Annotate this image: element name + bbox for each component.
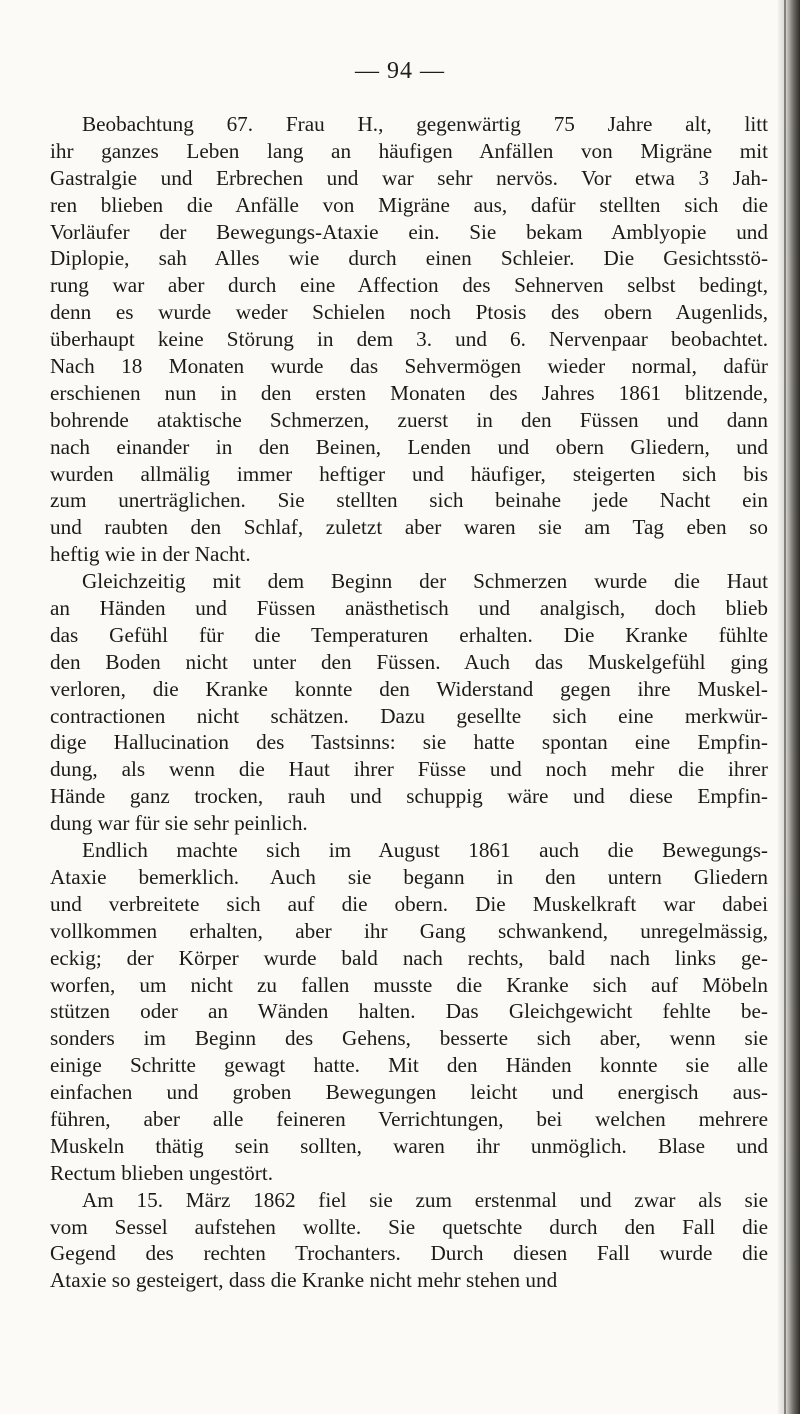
text-line: bohrende ataktische Schmerzen, zuerst in den Füssen und dann [50,407,768,432]
page-number: — 94 — [355,58,445,84]
text-line: rung war aber durch eine Affection des Sehnerven selbst bedingt, [50,273,768,298]
text-line: vollkommen erhalten, aber ihr Gang schwankend, unregelmässig, [50,918,768,943]
text-line: Diplopie, sah Alles wie durch einen Schleier. Die Gesichtsstö- [50,246,768,271]
text-line: dung, als wenn die Haut ihrer Füsse und noch mehr die ihrer [50,757,768,782]
text-line: an Händen und Füssen anästhetisch und analgisch, doch blieb [50,596,768,621]
text-line: zum unerträglichen. Sie stellten sich beinahe jede Nacht ein [50,488,768,513]
text-line: nach einander in den Beinen, Lenden und obern Gliedern, und [50,434,768,459]
text-line: dung war für sie sehr peinlich. [50,811,308,836]
text-line: Endlich machte sich im August 1861 auch die Bewegungs- [82,838,768,863]
text-line: führen, aber alle feineren Verrichtungen, bei welchen mehrere [50,1106,768,1131]
text-line: contractionen nicht schätzen. Dazu gesellte sich eine merkwür- [50,703,768,728]
text-line: Hände ganz trocken, rauh und schuppig wäre und diese Empfin- [50,784,768,809]
text-line: Ataxie so gesteigert, dass die Kranke nicht mehr stehen und [50,1268,558,1293]
text-line: Beobachtung 67. Frau H., gegenwärtig 75 Jahre alt, litt [82,112,768,136]
text-line: Gastralgie und Erbrechen und war sehr nervös. Vor etwa 3 Jah- [50,165,768,190]
text-line: und verbreitete sich auf die obern. Die Muskelkraft war dabei [50,891,768,916]
text-line: einige Schritte gewagt hatte. Mit den Händen konnte sie alle [50,1053,768,1078]
text-line: erschienen nun in den ersten Monaten des Jahres 1861 blitzende, [50,380,768,405]
text-line: Nach 18 Monaten wurde das Sehvermögen wieder normal, dafür [50,354,768,379]
text-line: vom Sessel aufstehen wollte. Sie quetschte durch den Fall die [50,1214,768,1239]
text-line: worfen, um nicht zu fallen musste die Kranke sich auf Möbeln [50,972,768,997]
text-line: heftig wie in der Nacht. [50,542,251,567]
text-line: Am 15. März 1862 fiel sie zum erstenmal und zwar als sie [82,1187,768,1212]
text-line: ihr ganzes Leben lang an häufigen Anfällen von Migräne mit [50,138,768,163]
text-line: eckig; der Körper wurde bald nach rechts, bald nach links ge- [50,945,768,970]
text-line: dige Hallucination des Tastsinns: sie hatte spontan eine Empfin- [50,730,768,755]
text-line: sonders im Beginn des Gehens, besserte sich aber, wenn sie [50,1026,768,1051]
text-line: Gegend des rechten Trochanters. Durch diesen Fall wurde die [50,1241,768,1266]
body-text [50,111,768,1294]
text-line: den Boden nicht unter den Füssen. Auch das Muskelgefühl ging [50,649,768,674]
text-line: einfachen und groben Bewegungen leicht und energisch aus- [50,1080,768,1105]
text-line: Rectum blieben ungestört. [50,1160,274,1185]
text-line: Vorläufer der Bewegungs-Ataxie ein. Sie bekam Amblyopie und [50,219,768,244]
text-line: und raubten den Schlaf, zuletzt aber waren sie am Tag eben so [50,515,768,540]
text-line: Ataxie bemerklich. Auch sie begann in den untern Gliedern [50,864,768,889]
text-line: verloren, die Kranke konnte den Widerstand gegen ihre Muskel- [50,676,768,701]
text-line: ren blieben die Anfälle von Migräne aus, dafür stellten sich die [50,192,768,217]
text-line: stützen oder an Wänden halten. Das Gleichgewicht fehlte be- [50,999,768,1024]
text-line: Muskeln thätig sein sollten, waren ihr unmöglich. Blase und [50,1133,768,1158]
book-spine-edge [778,0,800,1414]
text-line: Gleichzeitig mit dem Beginn der Schmerzen wurde die Haut [82,569,768,594]
text-line: wurden allmälig immer heftiger und häufiger, steigerten sich bis [50,461,768,486]
text-line: denn es wurde weder Schielen noch Ptosis des obern Augenlids, [50,300,768,325]
text-line: das Gefühl für die Temperaturen erhalten. Die Kranke fühlte [50,622,768,647]
text-line: überhaupt keine Störung in dem 3. und 6. Nervenpaar beobachtet. [50,327,768,352]
spine-shadow-line [784,0,786,1414]
